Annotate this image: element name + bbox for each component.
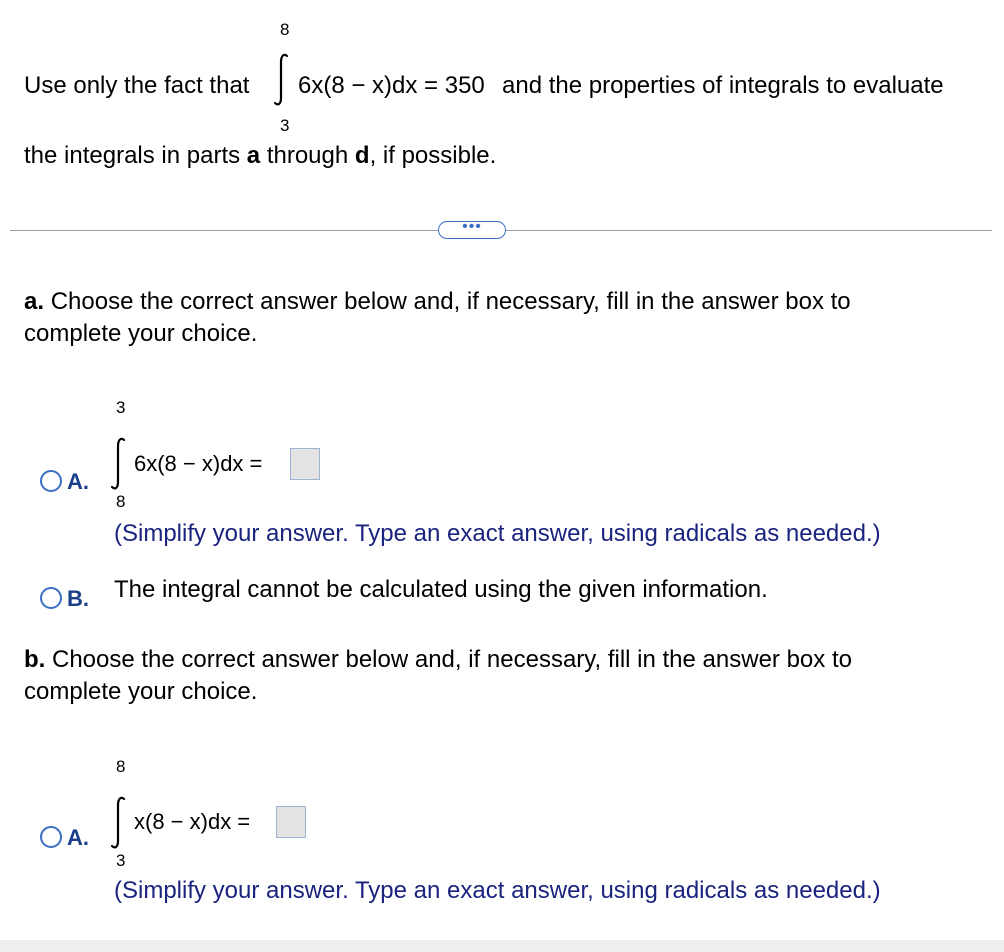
part-b-prompt-line1: b. Choose the correct answer below and, if necessary, fill in the answer box to — [24, 646, 852, 673]
footer-bar — [0, 940, 1004, 952]
integral-sign-icon — [270, 52, 294, 108]
intro-lower-limit: 3 — [280, 116, 290, 135]
part-b-answer-box[interactable] — [276, 806, 306, 838]
part-b-prompt-line2: complete your choice. — [24, 678, 258, 705]
part-a-option-b-text[interactable]: The integral cannot be calculated using the given information. — [114, 576, 768, 603]
part-b-option-a-radio[interactable] — [40, 826, 62, 848]
part-b-option-a-letter[interactable]: A. — [67, 825, 89, 850]
intro-lead-text: Use only the fact that — [24, 72, 250, 99]
part-a-option-a-integrand: 6x(8 − x)dx = — [134, 451, 263, 476]
part-b-option-a-hint: (Simplify your answer. Type an exact answer, using radicals as needed.) — [114, 877, 881, 904]
part-a-option-a-hint: (Simplify your answer. Type an exact answer, using radicals as needed.) — [114, 520, 881, 547]
part-a-answer-box[interactable] — [290, 448, 320, 480]
intro-line2: the integrals in parts a through d, if possible. — [24, 142, 497, 169]
part-b-option-a-upper-limit: 8 — [116, 757, 126, 776]
part-a-prompt-line2: complete your choice. — [24, 320, 258, 347]
part-a-option-a-letter[interactable]: A. — [67, 469, 89, 494]
part-a-option-b-radio[interactable] — [40, 587, 62, 609]
part-a-option-a-radio[interactable] — [40, 470, 62, 492]
part-b-option-a-integrand: x(8 − x)dx = — [134, 809, 251, 834]
part-a-option-b-letter[interactable]: B. — [67, 586, 89, 611]
intro-integrand: 6x(8 − x)dx = 350 — [298, 72, 485, 99]
part-a-prompt-line1: a. Choose the correct answer below and, if necessary, fill in the answer box to — [24, 288, 851, 315]
integral-sign-icon — [107, 795, 131, 851]
part-a-option-a-upper-limit: 3 — [116, 398, 126, 417]
integral-sign-icon — [107, 436, 131, 492]
intro-trail-text: and the properties of integrals to evaluate — [502, 72, 944, 99]
more-options-button[interactable]: ••• — [438, 221, 506, 239]
part-b-option-a-lower-limit: 3 — [116, 851, 126, 870]
part-a-option-a-lower-limit: 8 — [116, 492, 126, 511]
intro-upper-limit: 8 — [280, 20, 290, 39]
